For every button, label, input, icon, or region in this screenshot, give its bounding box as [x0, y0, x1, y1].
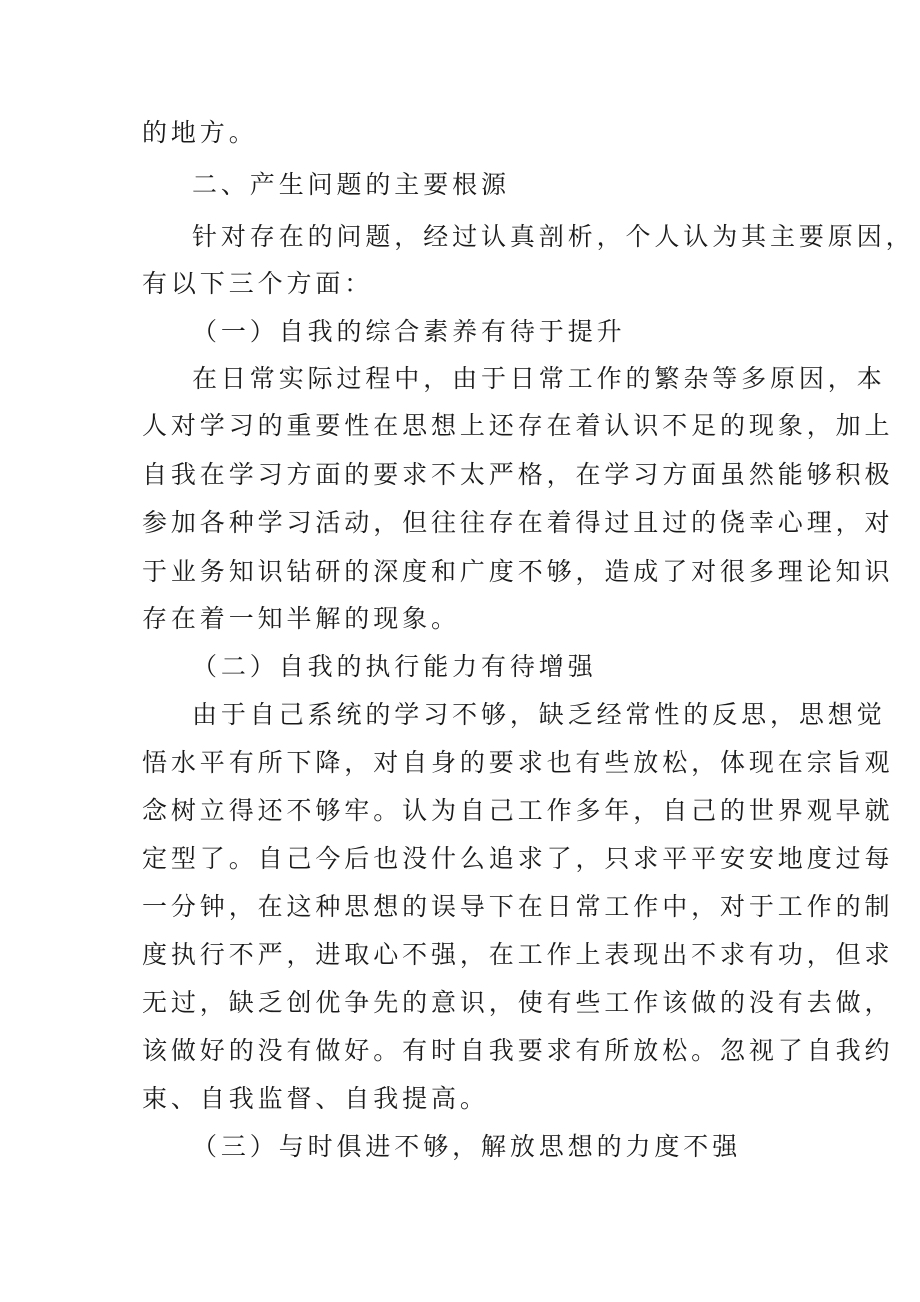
- text-line: 在日常实际过程中，由于日常工作的繁杂等多原因，本: [192, 364, 886, 393]
- text-line: 无过，缺乏创优争先的意识，使有些工作该做的没有去做，: [142, 988, 894, 1017]
- text-line: 针对存在的问题，经过认真剖析，个人认为其主要原因，: [192, 222, 915, 251]
- text-line: 于业务知识钻研的深度和广度不够，造成了对很多理论知识: [142, 557, 894, 586]
- text-line: 束、自我监督、自我提高。: [142, 1084, 489, 1113]
- text-line: 存在着一知半解的现象。: [142, 604, 460, 633]
- subsection-heading: （三）与时俱进不够，解放思想的力度不强: [192, 1132, 742, 1161]
- text-line: 自我在学习方面的要求不太严格，在学习方面虽然能够积极: [142, 460, 894, 489]
- subsection-heading: （一）自我的综合素养有待于提升: [192, 317, 626, 346]
- text-line: 由于自己系统的学习不够，缺乏经常性的反思，思想觉: [192, 700, 886, 729]
- text-line: 参加各种学习活动，但往往存在着得过且过的侥幸心理，对: [142, 508, 894, 537]
- text-line: 念树立得还不够牢。认为自己工作多年，自己的世界观早就: [142, 796, 894, 825]
- text-line: 度执行不严，进取心不强，在工作上表现出不求有功，但求: [142, 940, 894, 969]
- text-line: 悟水平有所下降，对自身的要求也有些放松，体现在宗旨观: [142, 748, 894, 777]
- text-line: 定型了。自己今后也没什么追求了，只求平平安安地度过每: [142, 844, 894, 873]
- text-line: 一分钟，在这种思想的误导下在日常工作中，对于工作的制: [142, 892, 894, 921]
- subsection-heading: （二）自我的执行能力有待增强: [192, 652, 597, 681]
- text-line: 的地方。: [142, 118, 258, 147]
- text-line: 该做好的没有做好。有时自我要求有所放松。忽视了自我约: [142, 1036, 894, 1065]
- text-line: 有以下三个方面：: [142, 269, 374, 298]
- section-heading: 二、产生问题的主要根源: [192, 170, 510, 199]
- text-line: 人对学习的重要性在思想上还存在着认识不足的现象，加上: [142, 411, 894, 440]
